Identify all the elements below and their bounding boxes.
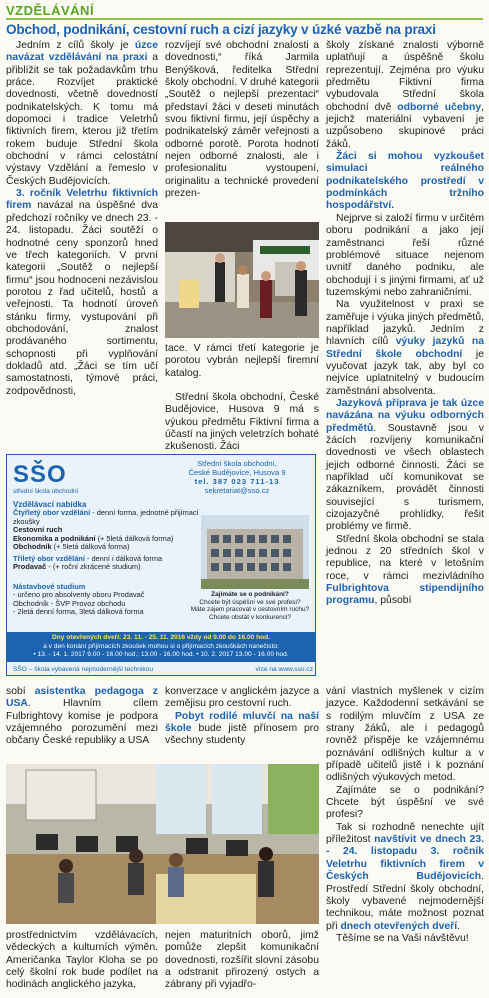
offer-four-year: Vzdělávací nabídka Čtyřletý obor vzdělání - denní forma, jednotné přijímací zkoušky Cestovní ruch Ekonomika a podnikání (+ 5letá dálková forma) Obchodník (+ 5letá dálková forma) — [13, 500, 199, 552]
column-2-mid — [165, 343, 319, 454]
paragraph-experience: Střední škola obchodní, České Budějovice, Husova 9 má s výukou předmětu Fiktivní firma a účastí na jiných veletrzích bohaté zkušenosti. Žáci — [165, 392, 319, 453]
paragraph-communication: nejen maturitních oborů, jimž pomůže zlepšit komunikační dovednosti, rozšířit slovní zásobu a odstranit přirozený ostych a zábrany při vyjadřo- — [165, 930, 319, 991]
column-2-top — [165, 40, 319, 200]
offer-three-year: Tříletý obor vzdělání - denní i dálková forma Prodavač - (+ roční zkrácené studium) — [13, 554, 163, 572]
photo-fair — [165, 222, 319, 338]
paragraph-question: Zajímáte se o podnikání? Chcete být úspěšní ve své profesi? — [326, 784, 484, 821]
school-logo-subtitle: střední škola obchodní — [13, 488, 79, 495]
paragraph-invitation: Tak si rozhodně nenechte ujít příležitost navštívit ve dnech 23. - 24. listopadu 3. ročník Veletrhu fiktivních firem v Českých Budějovicích. Prostředí Střední školy obchodní, školy vybavené nejmodernější technikou, máte možnost poznat při dnech otevřených dveří. — [326, 821, 484, 932]
paragraph-conversation: konverzace v anglickém jazyce a zemějisu pro cestovní ruch. — [165, 686, 319, 710]
advert-footer: SŠO – škola vybavená nejmodernější technikou více na www.sso.cz — [13, 666, 313, 673]
article-title: Obchod, podnikání, cestovní ruch a cizí jazyky v úzké vazbě na praxi — [6, 22, 436, 37]
section-label: VZDĚLÁVÁNÍ — [6, 3, 95, 18]
paragraph-results: školy získané znalosti výborně uplatňují a úspěšně školu reprezentují. Zejména pro výuku předmětu Fiktivní firma vybudovala Střední škola obchodní dvě odborné učebny, jejichž materiální vybavení je uzpůsobeno skupinové práci žáků. — [326, 40, 484, 150]
bottom-column-2 — [165, 686, 319, 748]
paragraph-languages: Na využitelnost v praxi se zaměřuje i výuka jiných předmětů, například jazyků. Jedním z hlavních cílů výuky jazyků na Střední škole obchodní je vyučovat jazyk tak, aby byl co nejvíce uplatnitelný v budoucím zaměstnání absolventa. — [326, 299, 484, 397]
paragraph-catalog: tace. V rámci třetí kategorie je porotou vybrán nejlepší firemní katalog. — [165, 343, 319, 379]
open-days-banner: Dny otevřených dveří: 23. 11. - 25. 11. 2016 vždy od 9.00 do 16.00 hod. a v den konání přijímacích zkoušek mohou si o přijímacích zkouškách nanečisto: • 13. - 14. 1. 2017 9.00 - 16.00 hod.; 13.00 - 16.00 hod. • 10. 2. 2017 13.00 - 16.00 hod. — [7, 632, 315, 662]
paragraph-firm: Nejprve si založí firmu v určitém oboru podnikání a jako její zaměstnanci řeší různé problémové situace nejenom uvnitř daného podniku, ale obchodují i s jinými firmami, ať už tuzemskými nebo zahraničními. — [326, 212, 484, 298]
paragraph-exchange: vání vlastních myšlenek v cizím jazyce. Každodenní setkávání se s rodilým mluvčím z USA ze strany žáků, ale i pedagogů rovněž přispěje ke vzájemnému poznávání odlišných kultur a v případě učitelů jistě i k poznání odlišných výukových metod. — [326, 686, 484, 784]
paragraph-exchange-programs: prostřednictvím vzdělávacích, vědeckých a kulturních výměn. Američanka Taylor Kloha se po celý školní rok bude podílet na hodinách anglického jazyka, — [6, 930, 158, 991]
bottom-column-3 — [326, 686, 484, 945]
paragraph-language-prep: Jazyková příprava je tak úzce navázána na výuku odborných předmětů. Soustavně jsou v žácích rozvíjeny komunikační dovednosti ve všech oblastech jejich odborné činnosti. Žáci se například učí komunikovat se zákazníkem, provádět činnosti související s turismem, cizojazyčné prohlídky, řešit problémy ve firmě. — [326, 397, 484, 533]
paragraph-assistant: sobí asistentka pedagoga z USA. Hlavním cílem Fulbrightovy komise je podpora vzájemného porozumění mezi občany České republiky a USA — [6, 686, 158, 747]
school-building-image — [201, 515, 309, 589]
bottom-column-1-end — [6, 930, 158, 992]
section-header — [6, 2, 483, 20]
paragraph-fulbright: Střední škola obchodní se stala jednou z 20 středních škol v republice, na které v letošním roce, v rámci mezivládního Fulbrightova stipendijního programu, působí — [326, 533, 484, 607]
offer-nastavba: Nástavbové studium - určeno pro absolventy oboru Prodavač Obchodník - ŠVP Provoz obchodu - 2letá denní forma, 3letá dálková forma — [13, 582, 145, 617]
paragraph-closing: Těšíme se na Vaši návštěvu! — [336, 932, 469, 944]
bottom-column-1 — [6, 686, 158, 748]
paragraph-simulation: Žáci si mohou vyzkoušet simulaci reálného podnikatelského prostředí v podmínkách tržního hospodářství. — [326, 151, 484, 212]
paragraph-native-speaker: Pobyt rodilé mluvčí na naší škole bude jistě přínosem pro všechny studenty — [165, 710, 319, 747]
paragraph-intro: Jedním z cílů školy je úzce navázat vzdělávání na praxi a přiblížit se tak požadavkům trhu práce. Rozvíjet praktické dovednosti, včetně dovedností podnikatelských. K tomu má dopomoci i tradice Veletrhů fiktivních firem, kterou již třetím rokem buduje Střední škola obchodní v rámci celostátní výstavy Vzdělání a řemeslo v Českých Budějovicích. — [6, 40, 159, 187]
school-logo: SŠO — [13, 461, 67, 488]
photo-classroom — [6, 764, 319, 924]
bottom-column-2-end — [165, 930, 319, 992]
column-3 — [326, 40, 484, 608]
school-contact: Střední škola obchodní, České Budějovice, Husova 9 tel. 387 023 711-13 sekretariat@sso.cz — [188, 459, 286, 495]
column-1 — [6, 40, 158, 398]
advert-questions: Zajímáte se o podnikání? Chcete být úspěšní ve své profesi? Máte zájem pracovat v cestovním ruchu? Chcete obstát v konkurenci? — [190, 591, 310, 621]
school-advert — [6, 454, 316, 676]
paragraph-fair: 3. ročník Veletrhu fiktivních firem navázal na úspěšné dva předchozí ročníky ve dnech 23. - 24. listopadu. Žáci soutěží o hodnotné ceny sponzorů hned ve třech kategoriích. V první kategorii „Soutěž o nejlepší firmu“ jsou hodnoceni nezávislou porotou z řad učitelů, hostů a veřejnosti. Ta hodnotí úroveň stánku firmy, vystupování při obchodování, znalost prodávaného sortimentu, schopnosti při vyplňování dokladů atd. „Žáci se tím učí samostatnosti, týmové práci, zodpovědnosti, — [6, 188, 158, 397]
paragraph-quote: rozvíjejí své obchodní znalosti a dovednosti,“ říká Jarmila Benýšková, ředitelka Střední školy obchodní. V druhé kategorii „Soutěž o nejlepší prezentaci“ představí žáci v deseti minutách svou fiktivní firmu, její úspěchy a podnikatelský záměr veřejnosti a odborné porotě. Porota hodnotí nejen odborné znalosti, ale i profesionalitu vystoupení, originalitu a technické provedení prezen- — [165, 40, 319, 200]
